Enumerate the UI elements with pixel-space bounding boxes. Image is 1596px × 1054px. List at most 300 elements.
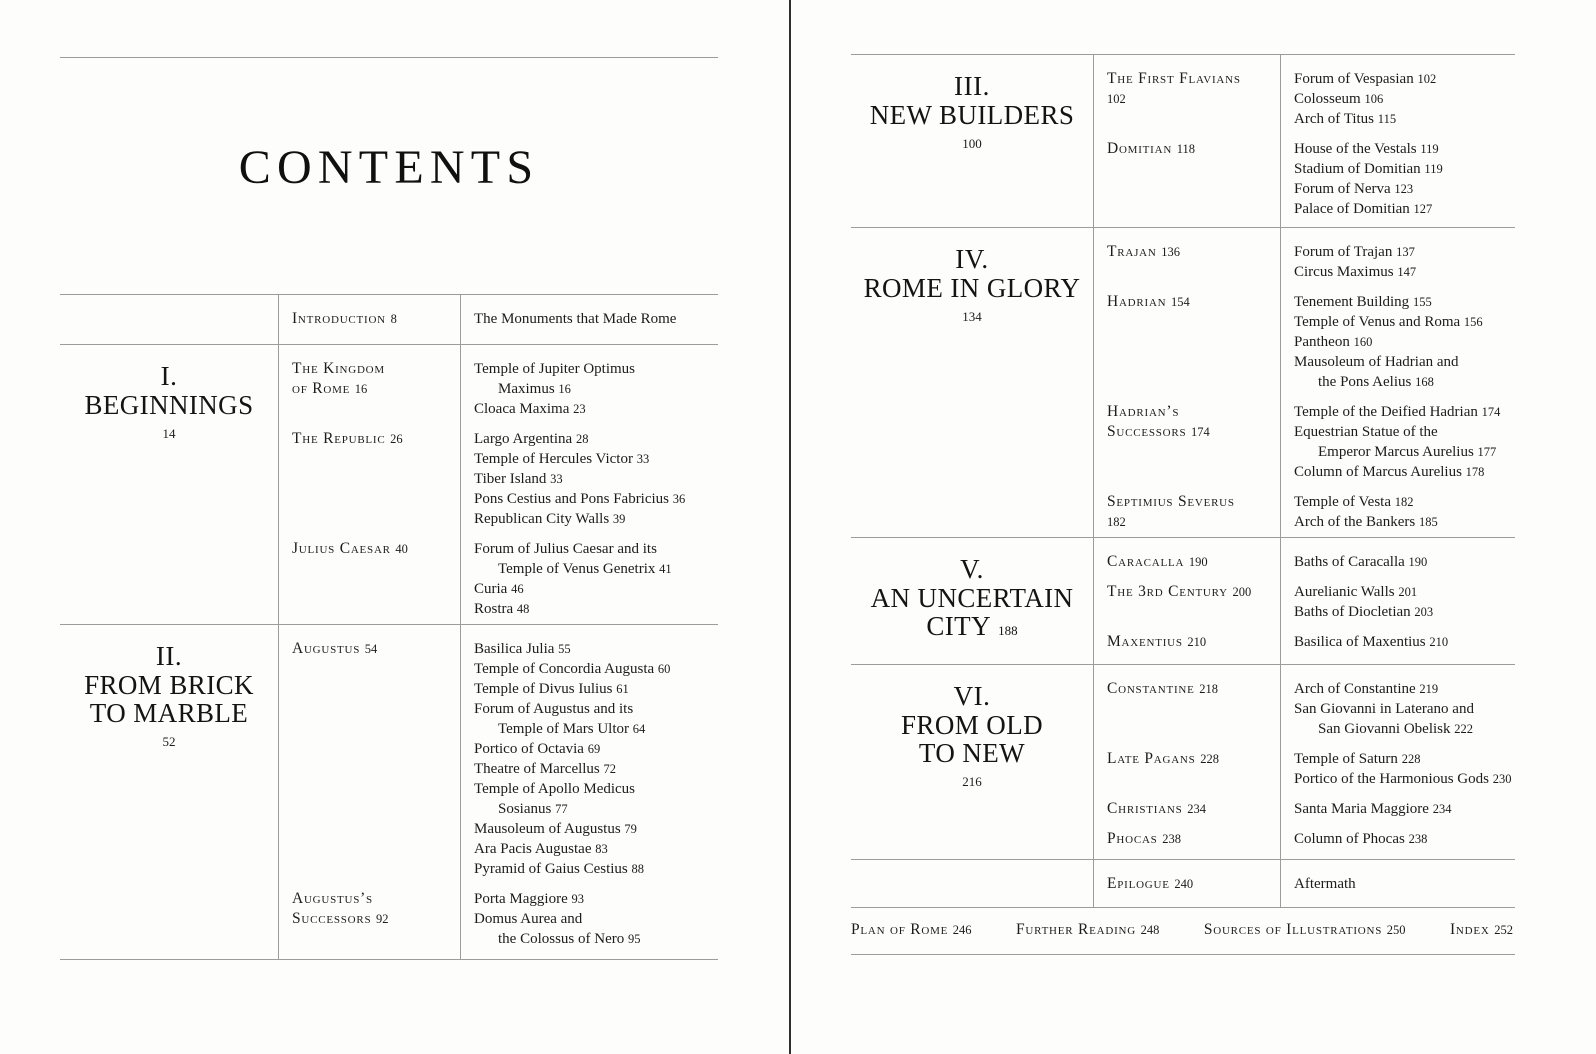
toc-entry xyxy=(1294,199,1515,219)
entry-line: House of the Vestals 119 xyxy=(1294,141,1439,157)
toc-entry xyxy=(1294,602,1515,622)
chapter-page-number: 52 xyxy=(162,734,176,749)
entry-line: Circus Maximus 147 xyxy=(1294,264,1417,280)
page-number: 119 xyxy=(1420,142,1439,156)
page-number: 222 xyxy=(1454,722,1473,736)
page-number: 102 xyxy=(1417,72,1437,86)
chapter-numeral: VI. xyxy=(953,681,991,711)
page-number: 246 xyxy=(952,923,972,937)
toc-entry xyxy=(1294,829,1515,849)
page-number: 177 xyxy=(1477,445,1497,459)
toc-entry xyxy=(474,469,718,489)
contents-row xyxy=(851,665,1515,860)
chapter-numeral: I. xyxy=(160,361,178,391)
section-band xyxy=(278,429,718,529)
column-divider xyxy=(1280,55,1281,908)
entry-line: Colosseum 106 xyxy=(1294,91,1384,107)
page-number: 228 xyxy=(1200,752,1219,766)
entry-line: Aurelianic Walls 201 xyxy=(1294,584,1418,600)
entry-line: Palace of Domitian 127 xyxy=(1294,201,1433,217)
entry-line: Forum of Vespasian 102 xyxy=(1294,71,1437,87)
page-number: 185 xyxy=(1418,515,1438,529)
chapter-numeral: III. xyxy=(954,71,990,101)
section-heading xyxy=(278,889,460,949)
entry-list xyxy=(460,309,718,329)
section-heading xyxy=(1093,749,1280,789)
contents-row xyxy=(60,345,718,625)
page-number: 155 xyxy=(1412,295,1432,309)
backmatter-row xyxy=(851,908,1515,955)
toc-entry xyxy=(474,889,718,909)
toc-entry xyxy=(1294,69,1515,89)
section-title-line: Trajan 136 xyxy=(1107,243,1180,260)
page-number: 238 xyxy=(1408,832,1428,846)
sections-and-entries xyxy=(278,625,718,959)
toc-entry xyxy=(1294,312,1515,332)
sections-and-entries xyxy=(1093,665,1515,859)
section-title-line: The Kingdom xyxy=(292,360,385,377)
chapter-heading xyxy=(60,295,278,344)
entry-line: Equestrian Statue of the xyxy=(1294,424,1438,440)
page-number: 182 xyxy=(1394,495,1414,509)
chapter-heading xyxy=(851,538,1093,664)
page-number: 201 xyxy=(1398,585,1418,599)
entry-line: Temple of Mars Ultor 64 xyxy=(498,721,646,737)
entry-line: Largo Argentina 28 xyxy=(474,431,589,447)
page-number: 39 xyxy=(612,512,626,526)
entry-list xyxy=(1280,552,1515,572)
section-title-line: Hadrian’s xyxy=(1107,403,1180,420)
section-title-line: Septimius Severus xyxy=(1107,493,1235,510)
chapter-heading xyxy=(851,55,1093,227)
toc-entry xyxy=(474,599,718,619)
toc-entry xyxy=(474,359,718,399)
entry-line: Rostra 48 xyxy=(474,601,530,617)
page-number: 33 xyxy=(636,452,650,466)
page-number: 60 xyxy=(657,662,671,676)
page-number: 26 xyxy=(390,432,403,446)
section-heading xyxy=(1093,492,1280,532)
page-number: 219 xyxy=(1419,682,1439,696)
toc-entry xyxy=(1294,179,1515,199)
chapter-page-number: 14 xyxy=(162,426,176,441)
toc-entry xyxy=(1294,352,1515,392)
contents-row xyxy=(851,55,1515,228)
section-heading xyxy=(1093,402,1280,482)
section-band xyxy=(1093,292,1515,392)
chapter-page-number: 216 xyxy=(962,774,982,789)
entry-line: Tiber Island 33 xyxy=(474,471,563,487)
entry-list xyxy=(1280,749,1515,789)
page-number: 102 xyxy=(1107,92,1126,106)
page-number: 234 xyxy=(1187,802,1206,816)
chapter-numeral: V. xyxy=(960,554,984,584)
page-number: 190 xyxy=(1408,555,1428,569)
section-band xyxy=(1093,874,1515,894)
toc-entry xyxy=(474,779,718,819)
section-title-line: Epilogue 240 xyxy=(1107,875,1194,892)
left-page xyxy=(60,0,718,1054)
section-heading xyxy=(278,639,460,879)
toc-entry xyxy=(1294,422,1515,462)
entry-line: Temple of the Deified Hadrian 174 xyxy=(1294,404,1501,420)
entry-list xyxy=(460,639,718,879)
entry-list xyxy=(1280,242,1515,282)
section-title-line: The First Flavians xyxy=(1107,70,1241,87)
sections-and-entries xyxy=(1093,55,1515,227)
page-number: 16 xyxy=(558,382,571,396)
section-heading xyxy=(1093,242,1280,282)
contents-title: CONTENTS xyxy=(238,141,540,194)
page-number: 118 xyxy=(1176,142,1195,156)
entry-line: Pons Cestius and Pons Fabricius 36 xyxy=(474,491,686,507)
section-heading xyxy=(1093,874,1280,894)
toc-entry xyxy=(1294,552,1515,572)
section-title-line: Augustus 54 xyxy=(292,640,378,657)
entry-line: Portico of the Harmonious Gods 230 xyxy=(1294,771,1512,787)
section-title-line: Domitian 118 xyxy=(1107,140,1195,157)
entry-list xyxy=(460,539,718,619)
chapter-heading xyxy=(851,860,1093,907)
page-number: 8 xyxy=(390,312,397,326)
page-number: 228 xyxy=(1401,752,1421,766)
chapter-title-line: FROM OLD xyxy=(900,710,1043,740)
entry-line: San Giovanni Obelisk 222 xyxy=(1318,721,1473,737)
entry-line: Sosianus 77 xyxy=(498,801,568,817)
toc-entry xyxy=(474,759,718,779)
page-number: 182 xyxy=(1107,515,1126,529)
section-band xyxy=(278,359,718,419)
section-title-line: Constantine 218 xyxy=(1107,680,1219,697)
page-number: 200 xyxy=(1232,585,1252,599)
entry-line: the Colossus of Nero 95 xyxy=(498,931,641,947)
entry-list xyxy=(1280,139,1515,219)
entry-line: Column of Marcus Aurelius 178 xyxy=(1294,464,1485,480)
entry-line: Temple of Apollo Medicus xyxy=(474,781,636,797)
section-heading xyxy=(1093,799,1280,819)
section-band xyxy=(1093,749,1515,789)
section-band xyxy=(1093,679,1515,739)
section-heading xyxy=(278,309,460,329)
toc-entry xyxy=(1294,749,1515,769)
entry-line: Porta Maggiore 93 xyxy=(474,891,584,907)
toc-entry xyxy=(474,819,718,839)
entry-line: Forum of Trajan 137 xyxy=(1294,244,1415,260)
toc-entry xyxy=(474,579,718,599)
chapter-heading xyxy=(60,625,278,959)
contents-row xyxy=(60,625,718,960)
page-number: 48 xyxy=(516,602,530,616)
page-number: 210 xyxy=(1429,635,1449,649)
section-heading xyxy=(1093,829,1280,849)
sections-and-entries xyxy=(278,295,718,344)
page-number: 46 xyxy=(511,582,524,596)
entry-line: The Monuments that Made Rome xyxy=(474,311,677,327)
sections-and-entries xyxy=(1093,228,1515,537)
contents-table-right xyxy=(851,54,1515,955)
entry-line: Temple of Jupiter Optimus xyxy=(474,361,636,377)
column-divider xyxy=(278,295,279,960)
page-number: 115 xyxy=(1377,112,1397,126)
section-band xyxy=(1093,799,1515,819)
page-number: 252 xyxy=(1494,923,1513,937)
chapter-heading xyxy=(851,665,1093,859)
contents-row xyxy=(851,538,1515,665)
toc-entry xyxy=(1294,109,1515,129)
section-heading xyxy=(1093,632,1280,652)
entry-line: Temple of Venus and Roma 156 xyxy=(1294,314,1483,330)
contents-row xyxy=(851,860,1515,908)
entry-list xyxy=(460,429,718,529)
chapter-title-line: CITY 188 xyxy=(926,611,1018,641)
entry-line: Cloaca Maxima 23 xyxy=(474,401,586,417)
section-title-line: Augustus’s xyxy=(292,890,373,907)
sections-and-entries xyxy=(278,345,718,624)
page-number: 174 xyxy=(1191,425,1210,439)
toc-entry xyxy=(1294,242,1515,262)
entry-line: the Pons Aelius 168 xyxy=(1318,374,1434,390)
section-heading xyxy=(1093,292,1280,392)
section-heading xyxy=(1093,69,1280,129)
section-band xyxy=(278,639,718,879)
section-title-line xyxy=(1107,512,1276,532)
page-number: 54 xyxy=(364,642,378,656)
entry-list xyxy=(1280,492,1515,532)
toc-entry xyxy=(1294,292,1515,312)
page-number: 106 xyxy=(1364,92,1384,106)
page-number: 77 xyxy=(555,802,568,816)
section-title-line: The 3rd Century 200 xyxy=(1107,583,1252,600)
page-number: 28 xyxy=(575,432,589,446)
entry-line: Mausoleum of Augustus 79 xyxy=(474,821,637,837)
entry-line: Theatre of Marcellus 72 xyxy=(474,761,617,777)
page-number: 36 xyxy=(672,492,686,506)
toc-entry xyxy=(474,429,718,449)
section-title-line: Introduction 8 xyxy=(292,310,397,327)
page-number: 136 xyxy=(1161,245,1180,259)
page-number: 72 xyxy=(603,762,617,776)
section-title-line: The Republic 26 xyxy=(292,430,403,447)
page-number: 92 xyxy=(376,912,389,926)
entry-line: Basilica of Maxentius 210 xyxy=(1294,634,1449,650)
section-heading xyxy=(1093,552,1280,572)
section-band xyxy=(1093,402,1515,482)
entry-line: Temple of Vesta 182 xyxy=(1294,494,1414,510)
chapter-page-number: 188 xyxy=(998,623,1018,638)
section-band xyxy=(1093,829,1515,849)
page-number: 93 xyxy=(571,892,584,906)
chapter-numeral: IV. xyxy=(955,244,989,274)
header-rule xyxy=(60,57,718,58)
page-number: 174 xyxy=(1481,405,1501,419)
page-number: 168 xyxy=(1415,375,1434,389)
chapter-title-line: FROM BRICK xyxy=(84,670,254,700)
section-band xyxy=(1093,582,1515,622)
backmatter-item: Sources of Illustrations 250 xyxy=(1203,921,1406,938)
entry-list xyxy=(1280,874,1515,894)
entry-line: Aftermath xyxy=(1294,876,1356,892)
toc-entry xyxy=(474,909,718,949)
section-band xyxy=(278,889,718,949)
entry-line: Emperor Marcus Aurelius 177 xyxy=(1318,444,1497,460)
chapter-title-line: TO NEW xyxy=(918,738,1026,768)
entry-list xyxy=(1280,679,1515,739)
entry-line: San Giovanni in Laterano and xyxy=(1294,701,1474,717)
section-band xyxy=(1093,552,1515,572)
section-title-line xyxy=(1107,89,1276,109)
toc-entry xyxy=(474,509,718,529)
toc-entry xyxy=(1294,512,1515,532)
entry-line: Arch of Constantine 219 xyxy=(1294,681,1439,697)
toc-entry xyxy=(474,489,718,509)
toc-entry xyxy=(474,699,718,739)
page-number: 230 xyxy=(1492,772,1512,786)
toc-entry xyxy=(1294,332,1515,352)
page-number: 88 xyxy=(631,862,644,876)
entry-line: Domus Aurea and xyxy=(474,911,583,927)
entry-line: Stadium of Domitian 119 xyxy=(1294,161,1443,177)
entry-list xyxy=(1280,632,1515,652)
section-band xyxy=(278,539,718,619)
section-title-line: Caracalla 190 xyxy=(1107,553,1208,570)
entry-line: Pantheon 160 xyxy=(1294,334,1373,350)
entry-list xyxy=(1280,402,1515,482)
right-page xyxy=(851,0,1515,1054)
column-divider xyxy=(1093,55,1094,908)
page-number: 156 xyxy=(1463,315,1483,329)
section-title-line: Successors 174 xyxy=(1107,423,1210,440)
page-number: 69 xyxy=(587,742,601,756)
page-number: 83 xyxy=(595,842,608,856)
toc-entry xyxy=(1294,582,1515,602)
toc-entry xyxy=(1294,262,1515,282)
entry-line: Santa Maria Maggiore 234 xyxy=(1294,801,1452,817)
sections-and-entries xyxy=(1093,538,1515,664)
entry-line: Temple of Venus Genetrix 41 xyxy=(498,561,672,577)
chapter-numeral: II. xyxy=(155,641,183,671)
toc-entry xyxy=(1294,89,1515,109)
chapter-heading xyxy=(851,228,1093,537)
section-heading xyxy=(1093,139,1280,219)
entry-line: Republican City Walls 39 xyxy=(474,511,626,527)
entry-line: Mausoleum of Hadrian and xyxy=(1294,354,1459,370)
entry-list xyxy=(460,359,718,419)
toc-entry xyxy=(1294,679,1515,699)
entry-list xyxy=(1280,829,1515,849)
page-number: 64 xyxy=(632,722,646,736)
entry-list xyxy=(1280,582,1515,622)
page-number: 248 xyxy=(1140,923,1160,937)
toc-entry xyxy=(1294,769,1515,789)
chapter-page-number: 134 xyxy=(962,309,982,324)
toc-entry xyxy=(1294,159,1515,179)
page-number: 160 xyxy=(1353,335,1373,349)
chapter-heading xyxy=(60,345,278,624)
page-number: 40 xyxy=(395,542,408,556)
page-number: 79 xyxy=(624,822,637,836)
toc-entry xyxy=(1294,699,1515,739)
chapter-title-line: ROME IN GLORY xyxy=(863,273,1081,303)
toc-entry xyxy=(1294,139,1515,159)
page-number: 119 xyxy=(1424,162,1443,176)
toc-entry xyxy=(474,739,718,759)
entry-line: Column of Phocas 238 xyxy=(1294,831,1428,847)
entry-line: Basilica Julia 55 xyxy=(474,641,571,657)
page-number: 123 xyxy=(1394,182,1414,196)
toc-entry xyxy=(1294,632,1515,652)
entry-line: Forum of Augustus and its xyxy=(474,701,634,717)
page-number: 210 xyxy=(1187,635,1207,649)
page-number: 127 xyxy=(1413,202,1433,216)
section-band xyxy=(1093,242,1515,282)
toc-entry xyxy=(474,399,718,419)
page-number: 55 xyxy=(558,642,571,656)
toc-entry xyxy=(474,679,718,699)
page-number: 190 xyxy=(1188,555,1208,569)
toc-entry xyxy=(474,839,718,859)
entry-line: Portico of Octavia 69 xyxy=(474,741,601,757)
page-number: 238 xyxy=(1162,832,1181,846)
page-number: 154 xyxy=(1171,295,1190,309)
section-title-line: Successors 92 xyxy=(292,910,389,927)
section-heading xyxy=(278,539,460,619)
toc-entry xyxy=(1294,462,1515,482)
entry-line: Ara Pacis Augustae 83 xyxy=(474,841,608,857)
entry-line: Baths of Diocletian 203 xyxy=(1294,604,1434,620)
backmatter-item: Index 252 xyxy=(1449,921,1513,938)
entry-line: Forum of Nerva 123 xyxy=(1294,181,1414,197)
chapter-title-line: BEGINNINGS xyxy=(84,390,254,420)
section-heading xyxy=(278,359,460,419)
page-number: 61 xyxy=(616,682,629,696)
section-band xyxy=(1093,632,1515,652)
entry-list xyxy=(1280,292,1515,392)
entry-line: Curia 46 xyxy=(474,581,524,597)
section-heading xyxy=(1093,582,1280,622)
page-number: 178 xyxy=(1465,465,1485,479)
contents-row xyxy=(60,295,718,345)
page-number: 16 xyxy=(354,382,368,396)
entry-line: Tenement Building 155 xyxy=(1294,294,1432,310)
entry-list xyxy=(1280,69,1515,129)
page-number: 137 xyxy=(1396,245,1415,259)
toc-entry xyxy=(1294,799,1515,819)
section-title-line: Phocas 238 xyxy=(1107,830,1181,847)
section-band xyxy=(278,309,718,329)
section-band xyxy=(1093,492,1515,532)
entry-line: Temple of Divus Iulius 61 xyxy=(474,681,629,697)
toc-entry xyxy=(474,659,718,679)
entry-line: Forum of Julius Caesar and its xyxy=(474,541,657,557)
contents-table-left xyxy=(60,294,718,960)
page-number: 95 xyxy=(628,932,641,946)
toc-entry xyxy=(474,449,718,469)
section-title-line: Late Pagans 228 xyxy=(1107,750,1219,767)
entry-list xyxy=(1280,799,1515,819)
sections-and-entries xyxy=(1093,860,1515,907)
column-divider xyxy=(460,295,461,960)
section-heading xyxy=(278,429,460,529)
page-number: 240 xyxy=(1174,877,1194,891)
entry-line: Pyramid of Gaius Cestius 88 xyxy=(474,861,644,877)
page-number: 147 xyxy=(1397,265,1417,279)
toc-entry xyxy=(474,639,718,659)
page-number: 234 xyxy=(1432,802,1452,816)
entry-list xyxy=(460,889,718,949)
backmatter-item: Further Reading 248 xyxy=(1016,921,1160,938)
contents-row xyxy=(851,228,1515,538)
entry-line: Temple of Saturn 228 xyxy=(1294,751,1421,767)
